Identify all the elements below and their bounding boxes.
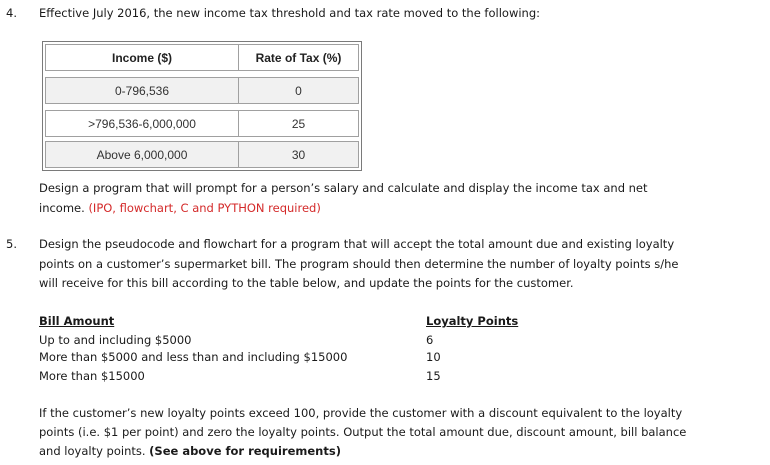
question-4-design-line-1: Design a program that will prompt for a person’s salary and calculate and display the income tax and net [39, 181, 648, 195]
loyalty-points-row-1: 6 [426, 333, 434, 347]
bill-amount-header: Bill Amount [39, 314, 115, 328]
question-4-number: 4. [6, 6, 17, 20]
question-5-footer-requirements: (See above for requirements) [149, 444, 341, 458]
question-5-footer-text: and loyalty points. [39, 444, 150, 458]
question-5-footer-line-2: points (i.e. $1 per point) and zero the loyalty points. Output the total amount due, discount amount, bill balance [39, 425, 687, 439]
loyalty-points-row-3: 15 [426, 369, 441, 383]
rate-cell: 30 [238, 142, 358, 167]
income-cell: Above 6,000,000 [96, 147, 188, 162]
bill-amount-row-1: Up to and including $5000 [39, 333, 192, 347]
income-cell: 0-796,536 [114, 83, 170, 98]
tax-table-row [45, 77, 359, 104]
tax-table-header-row [45, 44, 359, 71]
loyalty-points-row-2: 10 [426, 350, 441, 364]
question-4-design-line-2 [39, 201, 321, 215]
tax-table-row [45, 141, 359, 168]
rate-cell: 0 [238, 78, 358, 103]
question-5-footer-line-1: If the customer’s new loyalty points exceed 100, provide the customer with a discount equivalent to the loyalty [39, 406, 683, 420]
question-5-line-3: will receive for this bill according to the table below, and update the points for the customer. [39, 276, 574, 290]
question-4-intro: Effective July 2016, the new income tax threshold and tax rate moved to the following: [39, 6, 541, 20]
income-column-header: Income ($) [111, 50, 172, 65]
bill-amount-row-2: More than $5000 and less than and including $15000 [39, 350, 348, 364]
question-5-number: 5. [6, 237, 17, 251]
rate-column-header: Rate of Tax (%) [238, 45, 358, 70]
bill-amount-row-3: More than $15000 [39, 369, 145, 383]
question-5-line-2: points on a customer’s supermarket bill. The program should then determine the number of loyalty points s/he [39, 257, 679, 271]
question-4-design-prefix: income. [39, 201, 89, 215]
income-cell: >796,536-6,000,000 [88, 116, 196, 131]
rate-cell: 25 [238, 111, 358, 136]
question-5-line-1: Design the pseudocode and flowchart for a program that will accept the total amount due and existing loyalty [39, 237, 675, 251]
question-5-footer-line-3 [39, 444, 341, 458]
loyalty-points-header: Loyalty Points [426, 314, 519, 328]
tax-table [42, 41, 362, 171]
tax-table-row [45, 110, 359, 137]
question-4-requirements: (IPO, flowchart, C and PYTHON required) [88, 201, 321, 215]
